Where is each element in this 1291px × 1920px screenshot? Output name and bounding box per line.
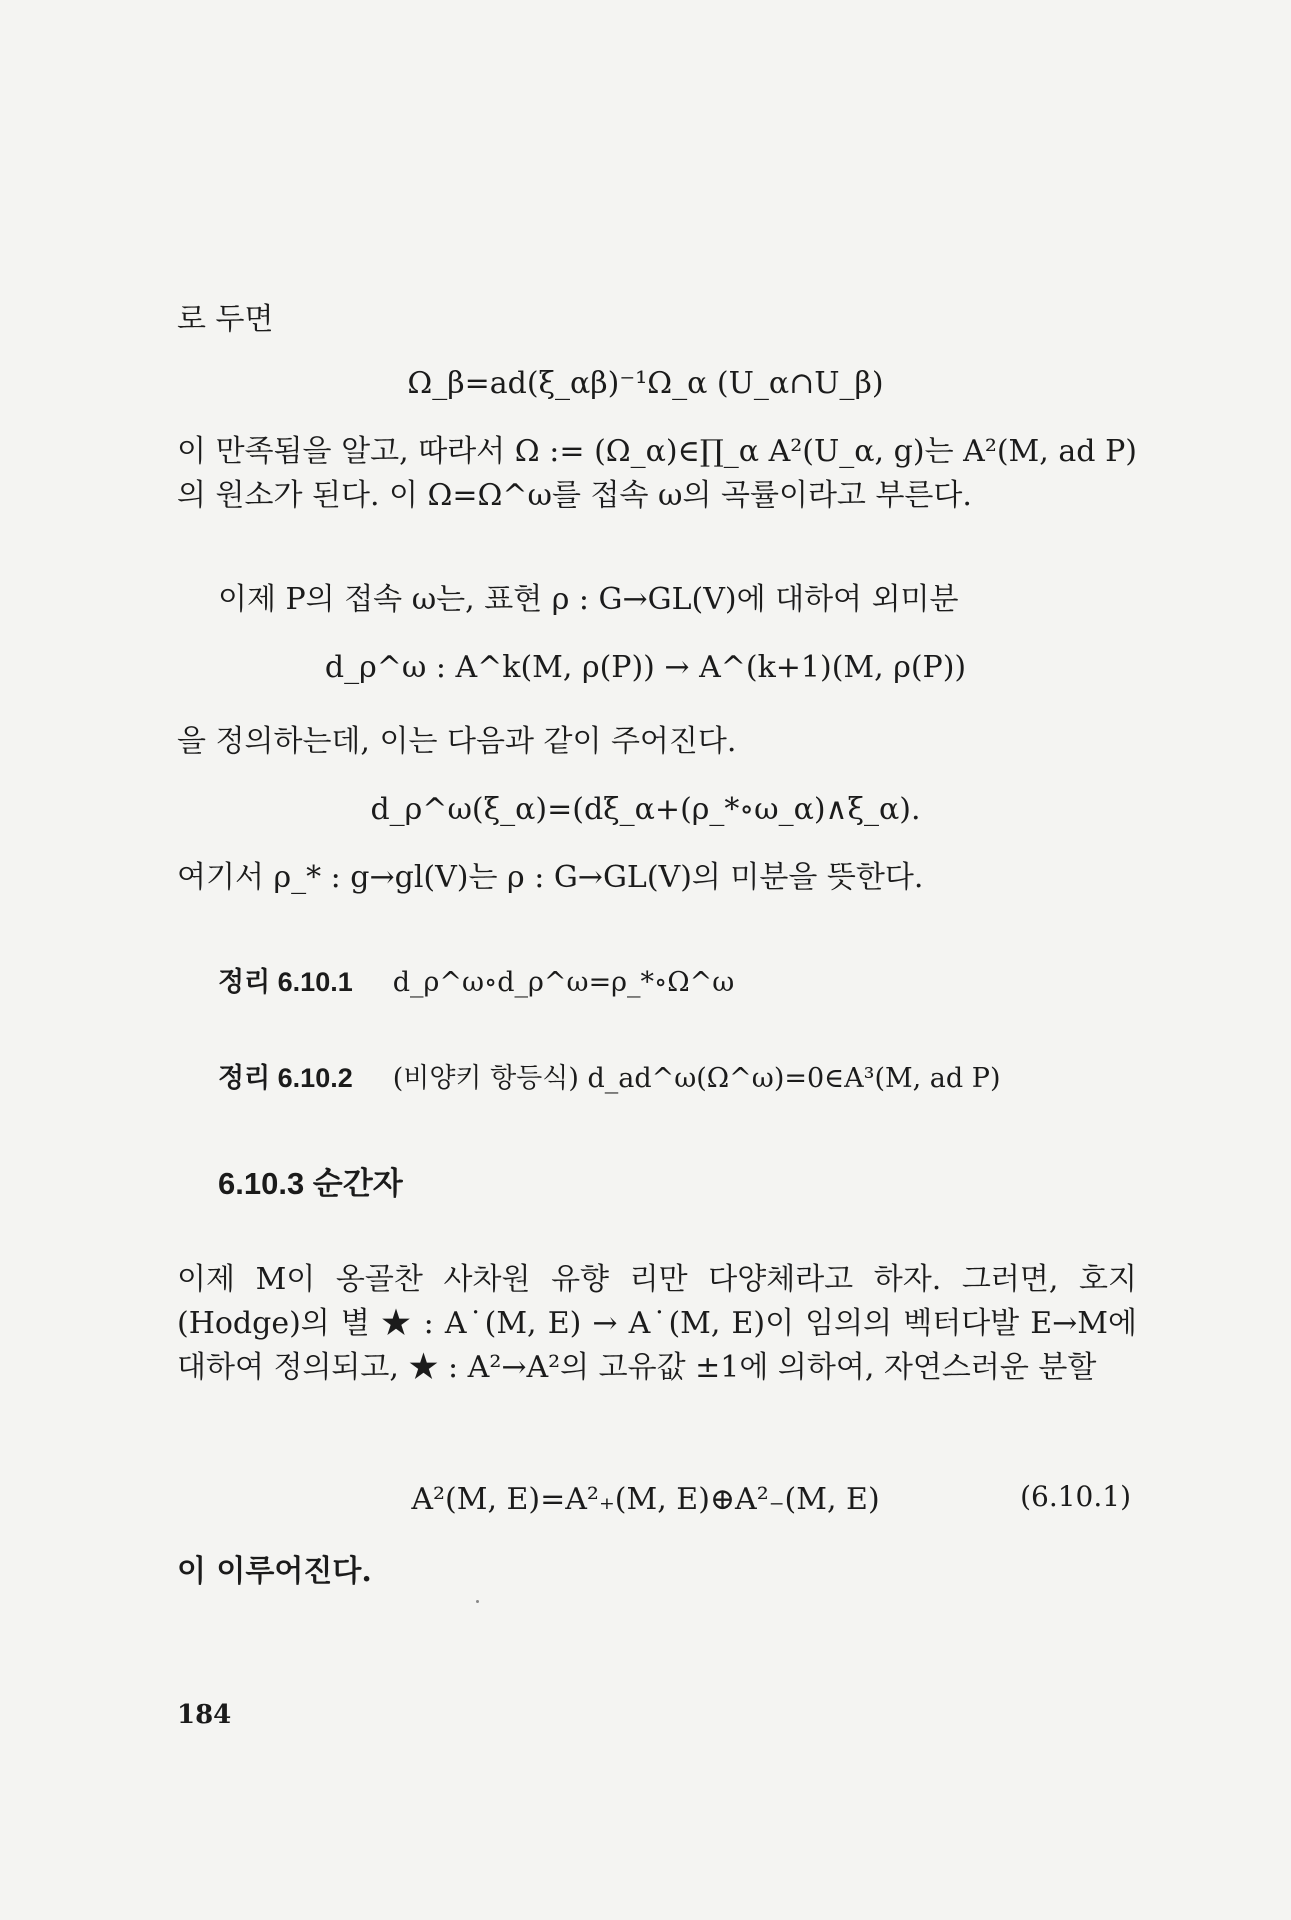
equation-number: (6.10.1) bbox=[1020, 1480, 1131, 1513]
print-speck bbox=[476, 1600, 479, 1603]
paragraph-definition-given: 을 정의하는데, 이는 다음과 같이 주어진다. bbox=[177, 724, 737, 759]
paragraph-curvature-definition: 이 만족됨을 알고, 따라서 Ω := (Ω_α)∈∏_α A²(U_α, g)는 A²(M, ad P)의 원소가 된다. 이 Ω=Ω^ω를 접속 ω의 곡률이라고 부른다. bbox=[177, 434, 1137, 513]
equation-curvature-transition: Ω_β=ad(ξ_αβ)⁻¹Ω_α (U_α∩U_β) bbox=[407, 366, 884, 401]
theorem-statement: (비양키 항등식) d_ad^ω(Ω^ω)=0∈A³(M, ad P) bbox=[392, 1063, 1001, 1094]
intro-text: 로 두면 bbox=[177, 302, 274, 337]
paragraph-conclusion: 이 이루어진다. bbox=[177, 1554, 372, 1589]
paragraph-rho-star: 여기서 ρ_* : g→gl(V)는 ρ : G→GL(V)의 미분을 뜻한다. bbox=[177, 860, 924, 895]
section-heading: 6.10.3 순간자 bbox=[218, 1166, 403, 1201]
theorem-6-10-1 bbox=[218, 962, 734, 1003]
paragraph-hodge-star: 이제 M이 옹골찬 사차원 유향 리만 다양체라고 하자. 그러면, 호지(Hodge)의 별 ★ : A˙(M, E) → A˙(M, E)이 임의의 벡터다발 E→M에 대하여 정의되고, ★ : A²→A²의 고유값 ±1에 의하여, 자연스러운 분할 bbox=[177, 1262, 1137, 1385]
theorem-6-10-2 bbox=[218, 1058, 1000, 1099]
equation-exterior-derivative-map: d_ρ^ω : A^k(M, ρ(P)) → A^(k+1)(M, ρ(P)) bbox=[324, 650, 967, 685]
page-number: 184 bbox=[177, 1700, 232, 1730]
equation-natural-splitting: A²(M, E)=A²₊(M, E)⊕A²₋(M, E) bbox=[411, 1482, 880, 1517]
theorem-label: 정리 6.10.1 bbox=[218, 967, 353, 997]
equation-exterior-derivative-formula: d_ρ^ω(ξ_α)=(dξ_α+(ρ_*∘ω_α)∧ξ_α). bbox=[370, 792, 921, 827]
theorem-statement: d_ρ^ω∘d_ρ^ω=ρ_*∘Ω^ω bbox=[392, 967, 735, 998]
theorem-label: 정리 6.10.2 bbox=[218, 1063, 353, 1093]
paragraph-exterior-derivative-intro: 이제 P의 접속 ω는, 표현 ρ : G→GL(V)에 대하여 외미분 bbox=[218, 582, 959, 617]
